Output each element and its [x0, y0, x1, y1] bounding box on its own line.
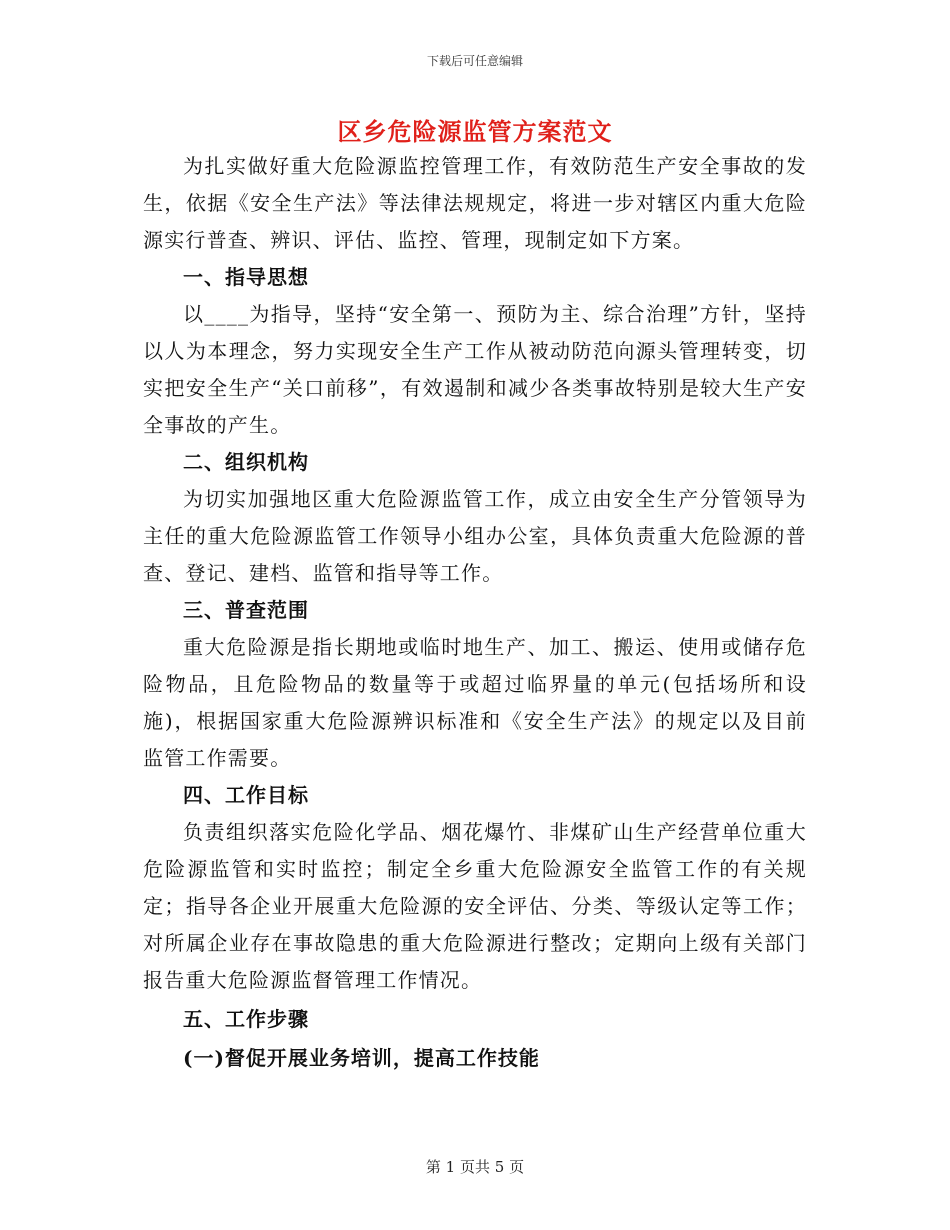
section-heading-work-goals: 四、工作目标 [183, 783, 309, 807]
page-footer: 第 1 页共 5 页 [425, 1158, 525, 1176]
section-body-guiding-ideology: 以____为指导，坚持“安全第一、预防为主、综合治理”方针，坚持以人为本理念，努力实现安全生产工作从被动防范向源头管理转变，切实把安全生产“关口前移”，有效遏制和减少各类事故特别是较大生产安全事故的产生。 [143, 302, 807, 437]
subsection-heading-training: (一)督促开展业务培训，提高工作技能 [183, 1046, 540, 1070]
intro-paragraph: 为扎实做好重大危险源监控管理工作，有效防范生产安全事故的发生，依据《安全生产法》等法律法规规定，将进一步对辖区内重大危险源实行普查、辨识、评估、监控、管理，现制定如下方案。 [143, 154, 807, 252]
section-heading-work-steps: 五、工作步骤 [183, 1007, 309, 1031]
section-body-survey-scope: 重大危险源是指长期地或临时地生产、加工、搬运、使用或储存危险物品，且危险物品的数量等于或超过临界量的单元(包括场所和设施)，根据国家重大危险源辨识标准和《安全生产法》的规定以及目前监管工作需要。 [143, 635, 807, 770]
section-body-organization: 为切实加强地区重大危险源监管工作，成立由安全生产分管领导为主任的重大危险源监管工作领导小组办公室，具体负责重大危险源的普查、登记、建档、监管和指导等工作。 [143, 487, 807, 585]
section-body-work-goals: 负责组织落实危险化学品、烟花爆竹、非煤矿山生产经营单位重大危险源监管和实时监控；制定全乡重大危险源安全监管工作的有关规定；指导各企业开展重大危险源的安全评估、分类、等级认定等工作；对所属企业存在事故隐患的重大危险源进行整改；定期向上级有关部门报告重大危险源监督管理工作情况。 [143, 820, 807, 992]
section-heading-guiding-ideology: 一、指导思想 [183, 265, 309, 289]
section-heading-survey-scope: 三、普查范围 [183, 598, 309, 622]
page-header: 下载后可任意编辑 [426, 54, 523, 68]
document-body [143, 148, 807, 1077]
document-title: 区乡危险源监管方案范文 [337, 117, 613, 146]
section-heading-organization: 二、组织机构 [183, 450, 309, 474]
